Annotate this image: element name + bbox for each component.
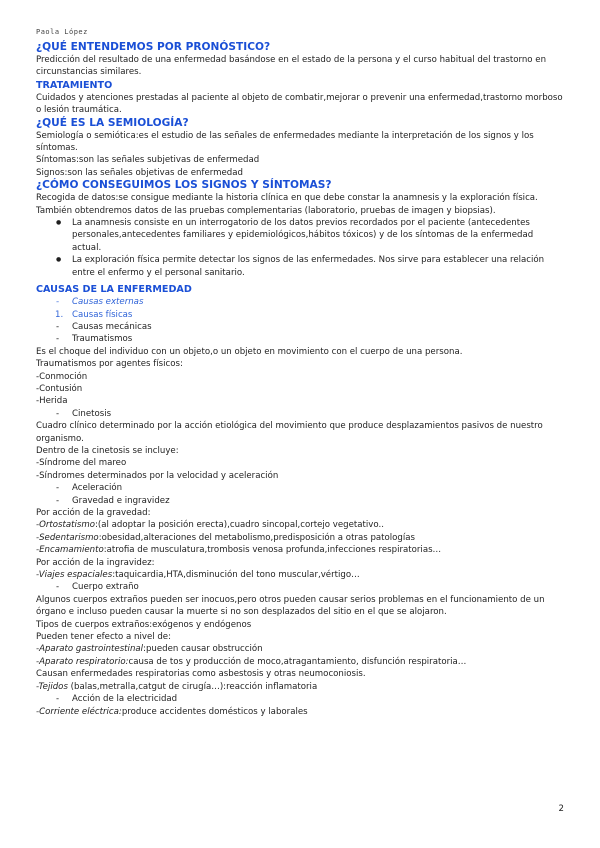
item-gastro <box>36 643 564 655</box>
item-respiratorio <box>36 656 564 668</box>
term-encamamiento: -Encamamiento <box>36 545 104 556</box>
term-respiratorio: -Aparato respiratorio: <box>36 656 129 667</box>
desc-respiratorio: causa de tos y producción de moco,atragantamiento, disfunción respiratoria… <box>128 656 467 667</box>
item-encamamiento <box>36 544 564 556</box>
heading-como: ¿CÓMO CONSEGUIMOS LOS SIGNOS Y SÍNTOMAS? <box>36 179 332 192</box>
item-herida: -Herida <box>36 396 68 407</box>
term-ortostatismo: -Ortostatismo <box>36 520 96 531</box>
list-gravedad: - Gravedad e ingravidez <box>36 495 564 507</box>
desc-gastro: :pueden causar obstrucción <box>143 644 263 655</box>
item-corriente <box>36 706 564 718</box>
text-tratamiento: Cuidados y atenciones prestadas al paciente al objeto de combatir,mejorar o prevenir una enfermedad,trastorno morboso o lesión traumática. <box>36 92 563 116</box>
text-cuerpo-def: Algunos cuerpos extraños pueden ser inocuos,pero otros pueden causar serios problemas en el funcionamiento de un órgano e incluso pueden causar la muerte si no son desplazados del sitio en el que se alojaron. <box>36 594 545 618</box>
term-sedentarismo: -Sedentarismo <box>36 532 99 543</box>
list-number: 1. <box>55 309 64 320</box>
heading-pronostico: ¿QUÉ ENTENDEMOS POR PRONÓSTICO? <box>36 41 271 53</box>
list-electricidad: - Acción de la electricidad <box>36 693 564 705</box>
list-traumatismos: - Traumatismos <box>36 333 564 345</box>
text-sintomas: Síntomas:son las señales subjetivas de enfermedad <box>36 155 260 166</box>
term-tejidos: -Tejidos <box>36 681 68 692</box>
list-cinetosis: - Cinetosis <box>36 408 564 420</box>
author-name: Paola López <box>36 28 88 36</box>
item-sindromes-velocidad: -Síndromes determinados por la velocidad y aceleración <box>36 470 279 481</box>
text-semiologia-def: Semiología o semiótica:es el estudio de las señales de enfermedades mediante la interpretación de los signos y los síntomas. <box>36 130 534 154</box>
term-gastro: -Aparato gastrointestinal <box>36 644 144 655</box>
page-number: 2 <box>558 804 564 814</box>
list-causas-externas: - Causas externas <box>36 296 564 308</box>
term-viajes: -Viajes espaciales <box>36 570 113 581</box>
list-causas-fisicas-label: Causas físicas <box>72 309 133 320</box>
term-corriente: -Corriente eléctrica: <box>36 706 122 717</box>
desc-corriente: produce accidentes domésticos y laborales <box>121 706 308 717</box>
text-cinetosis-def: Cuadro clínico determinado por la acción etiológica del movimiento que produce desplazamientos pasivos de nuestro organismo. <box>36 421 543 444</box>
text-trauma-agentes: Traumatismos por agentes físicos: <box>36 359 183 370</box>
item-ortostatismo <box>36 519 564 531</box>
desc-sedentarismo: :obesidad,alteraciones del metabolismo,predisposición a otras patologías <box>98 532 416 543</box>
text-neumo: Causan enfermedades respiratorias como asbestosis y otras neumoconiosis. <box>36 669 366 680</box>
desc-tejidos: (balas,metralla,catgut de cirugía…):reacción inflamatoria <box>67 681 318 692</box>
text-tipos: Tipos de cuerpos extraños:exógenos y endógenos <box>36 619 252 630</box>
bullet-anamnesis: ● La anamnesis consiste en un interrogatorio de los datos previos recordados por el paciente (antecedentes personales,antecedentes familiares y epidemiológicos,hábitos tóxicos) y de los síntomas de la enfermedad actual. <box>36 217 564 254</box>
bullet-exploracion: ● La exploración física permite detectar los signos de las enfermedades. Nos sirve para establecer una relación entre el enfermo y el personal sanitario. <box>36 254 564 279</box>
text-recogida: Recogida de datos:se consigue mediante la historia clínica en que debe constar la anamnesis y la exploración física. También obtendremos datos de las pruebas complementarias (laboratorio, pruebas de imagen y biopsias). <box>36 193 538 216</box>
item-viajes-espaciales <box>36 569 564 581</box>
item-contusion: -Contusión <box>36 383 83 394</box>
text-pronostico: Predicción del resultado de una enfermedad basándose en el estado de la persona y el curso habitual del trastorno en circunstancias similares. <box>36 55 547 78</box>
desc-encamamiento: :atrofia de musculatura,trombosis venosa profunda,infecciones respiratorias… <box>103 545 442 556</box>
document-page <box>36 28 564 718</box>
item-sindrome-mareo: -Síndrome del mareo <box>36 458 127 469</box>
text-efecto: Pueden tener efecto a nivel de: <box>36 632 171 643</box>
text-cinetosis-incluye: Dentro de la cinetosis se incluye: <box>36 445 179 456</box>
heading-semiologia: ¿QUÉ ES LA SEMIOLOGÍA? <box>36 116 189 129</box>
text-por-gravedad: Por acción de la gravedad: <box>36 508 151 518</box>
item-sedentarismo <box>36 532 564 544</box>
list-cuerpo-extrano: - Cuerpo extraño <box>36 581 564 593</box>
heading-causas: CAUSAS DE LA ENFERMEDAD <box>36 284 192 296</box>
desc-ortostatismo: :(al adoptar la posición erecta),cuadro sincopal,cortejo vegetativo.. <box>95 520 384 531</box>
list-causas-mecanicas: - Causas mecánicas <box>36 321 564 333</box>
desc-viajes: :taquicardia,HTA,disminución del tono muscular,vértigo… <box>112 570 360 581</box>
text-trauma-def: Es el choque del individuo con un objeto,o un objeto en movimiento con el cuerpo de una persona. <box>36 346 463 357</box>
item-conmocion: -Conmoción <box>36 371 88 382</box>
list-causas-fisicas <box>36 309 564 321</box>
text-por-ingravidez: Por acción de la ingravidez: <box>36 557 155 568</box>
list-aceleracion: - Aceleración <box>36 482 564 494</box>
item-tejidos <box>36 681 564 693</box>
heading-tratamiento: TRATAMIENTO <box>36 79 113 91</box>
text-signos: Signos:son las señales objetivas de enfermedad <box>36 167 243 178</box>
